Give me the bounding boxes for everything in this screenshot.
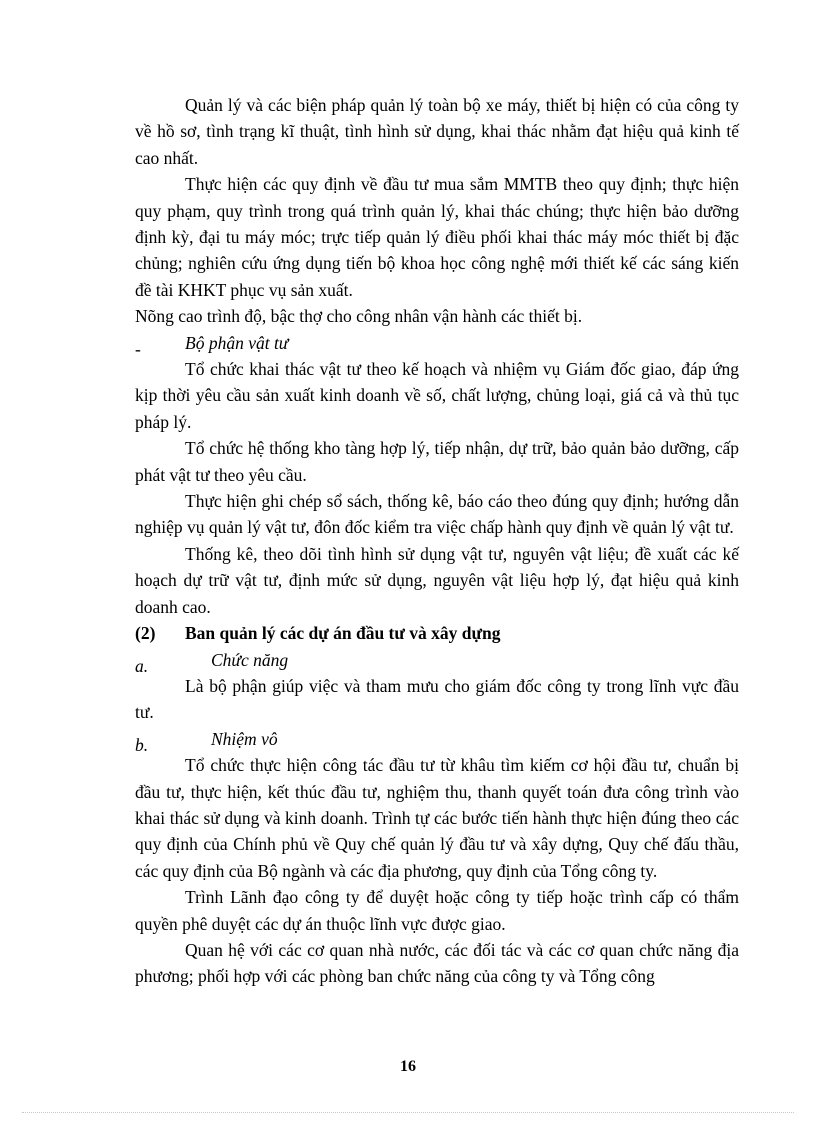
paragraph: Tổ chức khai thác vật tư theo kế hoạch và nhiệm vụ Giám đốc giao, đáp ứng kịp thời yêu cầu sản xuất kinh doanh về số, chất lượng, chủng loại, giá cả và thủ tục pháp lý. — [135, 359, 739, 432]
subheading-a — [135, 647, 739, 676]
page-content — [135, 92, 739, 990]
page-number: 16 — [400, 1058, 416, 1075]
subheading-mark: b. — [135, 734, 149, 755]
paragraph: Thống kê, theo dõi tình hình sử dụng vật tư, nguyên vật liệu; đề xuất các kế hoạch dự trữ vật tư, định mức sử dụng, nguyên vật liệu hợp lý, đạt hiệu quả kinh doanh cao. — [135, 543, 739, 617]
section-number: (2) — [135, 623, 156, 644]
subheading-label: Nhiệm vô — [211, 728, 278, 749]
subheading-label: Bộ phận vật tư — [185, 332, 289, 353]
section-title: Ban quản lý các dự án đầu tư và xây dựng — [185, 623, 501, 644]
footer-divider — [22, 1112, 794, 1113]
paragraph: Quan hệ với các cơ quan nhà nước, các đối tác và các cơ quan chức năng địa phương; phối hợp với các phòng ban chức năng của công ty và Tổng công — [135, 939, 739, 987]
paragraph: Tổ chức thực hiện công tác đầu tư từ khâu tìm kiếm cơ hội đầu tư, chuẩn bị đầu tư, thực hiện, kết thúc đầu tư, nghiệm thu, thanh quyết toán đưa công trình vào khai thác sử dụng và kinh doanh. Trình tự các bước tiến hành thực hiện đúng theo các quy định của Chính phủ về Quy chế quản lý đầu tư và xây dựng, Quy chế đấu thầu, các quy định của Bộ ngành và các địa phương, quy định của Tổng công ty. — [135, 755, 739, 881]
paragraph: Nõng cao trình độ, bậc thợ cho công nhân vận hành các thiết bị. — [135, 306, 583, 327]
subheading-label: Chức năng — [211, 649, 289, 670]
subheading-mark: a. — [135, 655, 149, 676]
paragraph: Thực hiện các quy định về đầu tư mua sắm MMTB theo quy định; thực hiện quy phạm, quy trình trong quá trình quản lý, khai thác chúng; thực hiện bảo dưỡng định kỳ, đại tu máy móc; trực tiếp quản lý điều phối khai thác máy móc thiết bị đặc chủng; nghiên cứu ứng dụng tiến bộ khoa học công nghệ mới thiết kế các sáng kiến đề tài KHKT phục vụ sản xuất. — [135, 174, 739, 300]
paragraph: Trình Lãnh đạo công ty để duyệt hoặc công ty tiếp hoặc trình cấp có thẩm quyền phê duyệt các dự án thuộc lĩnh vực được giao. — [135, 887, 739, 934]
paragraph: Quản lý và các biện pháp quản lý toàn bộ xe máy, thiết bị hiện có của công ty về hồ sơ, tình trạng kĩ thuật, tình hình sử dụng, khai thác nhằm đạt hiệu quả kinh tế cao nhất. — [135, 95, 739, 168]
paragraph: Tổ chức hệ thống kho tàng hợp lý, tiếp nhận, dự trữ, bảo quản bảo dưỡng, cấp phát vật tư theo yêu cầu. — [135, 438, 739, 485]
paragraph: Là bộ phận giúp việc và tham mưu cho giám đốc công ty trong lĩnh vực đầu tư. — [135, 675, 739, 723]
subheading-b — [135, 726, 739, 755]
bullet-mark: - — [135, 338, 141, 359]
subheading-vat-tu — [135, 330, 739, 359]
paragraph: Thực hiện ghi chép sổ sách, thống kê, báo cáo theo đúng quy định; hướng dẫn nghiệp vụ quản lý vật tư, đôn đốc kiểm tra việc chấp hành quy định về quản lý vật tư. — [135, 491, 739, 538]
section-heading — [135, 620, 739, 646]
